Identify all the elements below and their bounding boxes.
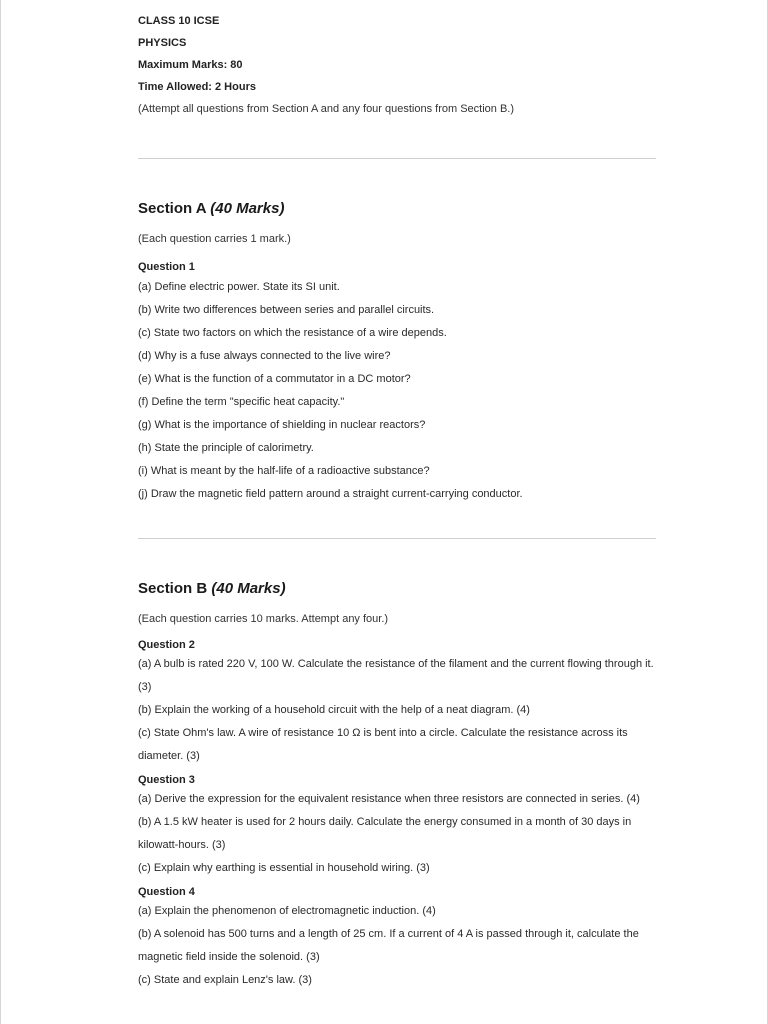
section-a-marks: (40 Marks) bbox=[210, 200, 285, 217]
list-item: (c) State Ohm's law. A wire of resistance 10 Ω is bent into a circle. Calculate the resistance across its diameter. (3) bbox=[138, 727, 628, 762]
list-item: (c) State and explain Lenz's law. (3) bbox=[138, 974, 312, 986]
list-item: (g) What is the importance of shielding in nuclear reactors? bbox=[138, 419, 426, 431]
list-item: (a) Explain the phenomenon of electromagnetic induction. (4) bbox=[138, 905, 436, 917]
list-item: (b) A solenoid has 500 turns and a length of 25 cm. If a current of 4 A is passed through it, calculate the magnetic field inside the solenoid. (3) bbox=[138, 928, 639, 963]
question-2-title: Question 2 bbox=[138, 639, 195, 651]
section-b-title-text: Section B bbox=[138, 580, 208, 597]
list-item: (a) Derive the expression for the equivalent resistance when three resistors are connected in series. (4) bbox=[138, 793, 640, 805]
section-b-note: (Each question carries 10 marks. Attempt any four.) bbox=[138, 613, 389, 625]
class-line: CLASS 10 ICSE bbox=[138, 15, 220, 27]
question-1-items bbox=[138, 276, 668, 506]
list-item: (a) A bulb is rated 220 V, 100 W. Calculate the resistance of the filament and the current flowing through it. (3) bbox=[138, 658, 654, 693]
list-item: (d) Why is a fuse always connected to the live wire? bbox=[138, 350, 391, 362]
section-divider bbox=[138, 538, 656, 539]
question-4-title: Question 4 bbox=[138, 886, 195, 898]
section-a bbox=[138, 200, 668, 506]
section-b bbox=[138, 580, 668, 992]
section-b-title bbox=[138, 580, 668, 597]
question-2 bbox=[138, 637, 668, 768]
section-a-note: (Each question carries 1 mark.) bbox=[138, 233, 291, 245]
list-item: (b) Write two differences between series and parallel circuits. bbox=[138, 304, 435, 316]
list-item: (b) Explain the working of a household circuit with the help of a neat diagram. (4) bbox=[138, 704, 530, 716]
question-3 bbox=[138, 772, 668, 880]
section-a-title bbox=[138, 200, 668, 217]
list-item: (b) A 1.5 kW heater is used for 2 hours daily. Calculate the energy consumed in a month of 30 days in kilowatt-hours. (3) bbox=[138, 816, 632, 851]
list-item: (i) What is meant by the half-life of a radioactive substance? bbox=[138, 465, 430, 477]
list-item: (c) State two factors on which the resistance of a wire depends. bbox=[138, 327, 447, 339]
instructions-line: (Attempt all questions from Section A and any four questions from Section B.) bbox=[138, 103, 515, 115]
list-item: (c) Explain why earthing is essential in household wiring. (3) bbox=[138, 862, 430, 874]
list-item: (h) State the principle of calorimetry. bbox=[138, 442, 314, 454]
list-item: (a) Define electric power. State its SI unit. bbox=[138, 281, 340, 293]
list-item: (j) Draw the magnetic field pattern around a straight current-carrying conductor. bbox=[138, 488, 523, 500]
question-3-title: Question 3 bbox=[138, 774, 195, 786]
subject-line: PHYSICS bbox=[138, 37, 187, 49]
section-b-marks: (40 Marks) bbox=[211, 580, 286, 597]
section-divider bbox=[138, 158, 656, 159]
paper-header bbox=[138, 10, 514, 120]
question-4 bbox=[138, 884, 668, 992]
section-a-title-text: Section A bbox=[138, 200, 207, 217]
list-item: (e) What is the function of a commutator in a DC motor? bbox=[138, 373, 411, 385]
question-1-title: Question 1 bbox=[138, 261, 195, 273]
max-marks-line: Maximum Marks: 80 bbox=[138, 59, 243, 71]
list-item: (f) Define the term "specific heat capacity." bbox=[138, 396, 345, 408]
time-allowed-line: Time Allowed: 2 Hours bbox=[138, 81, 256, 93]
